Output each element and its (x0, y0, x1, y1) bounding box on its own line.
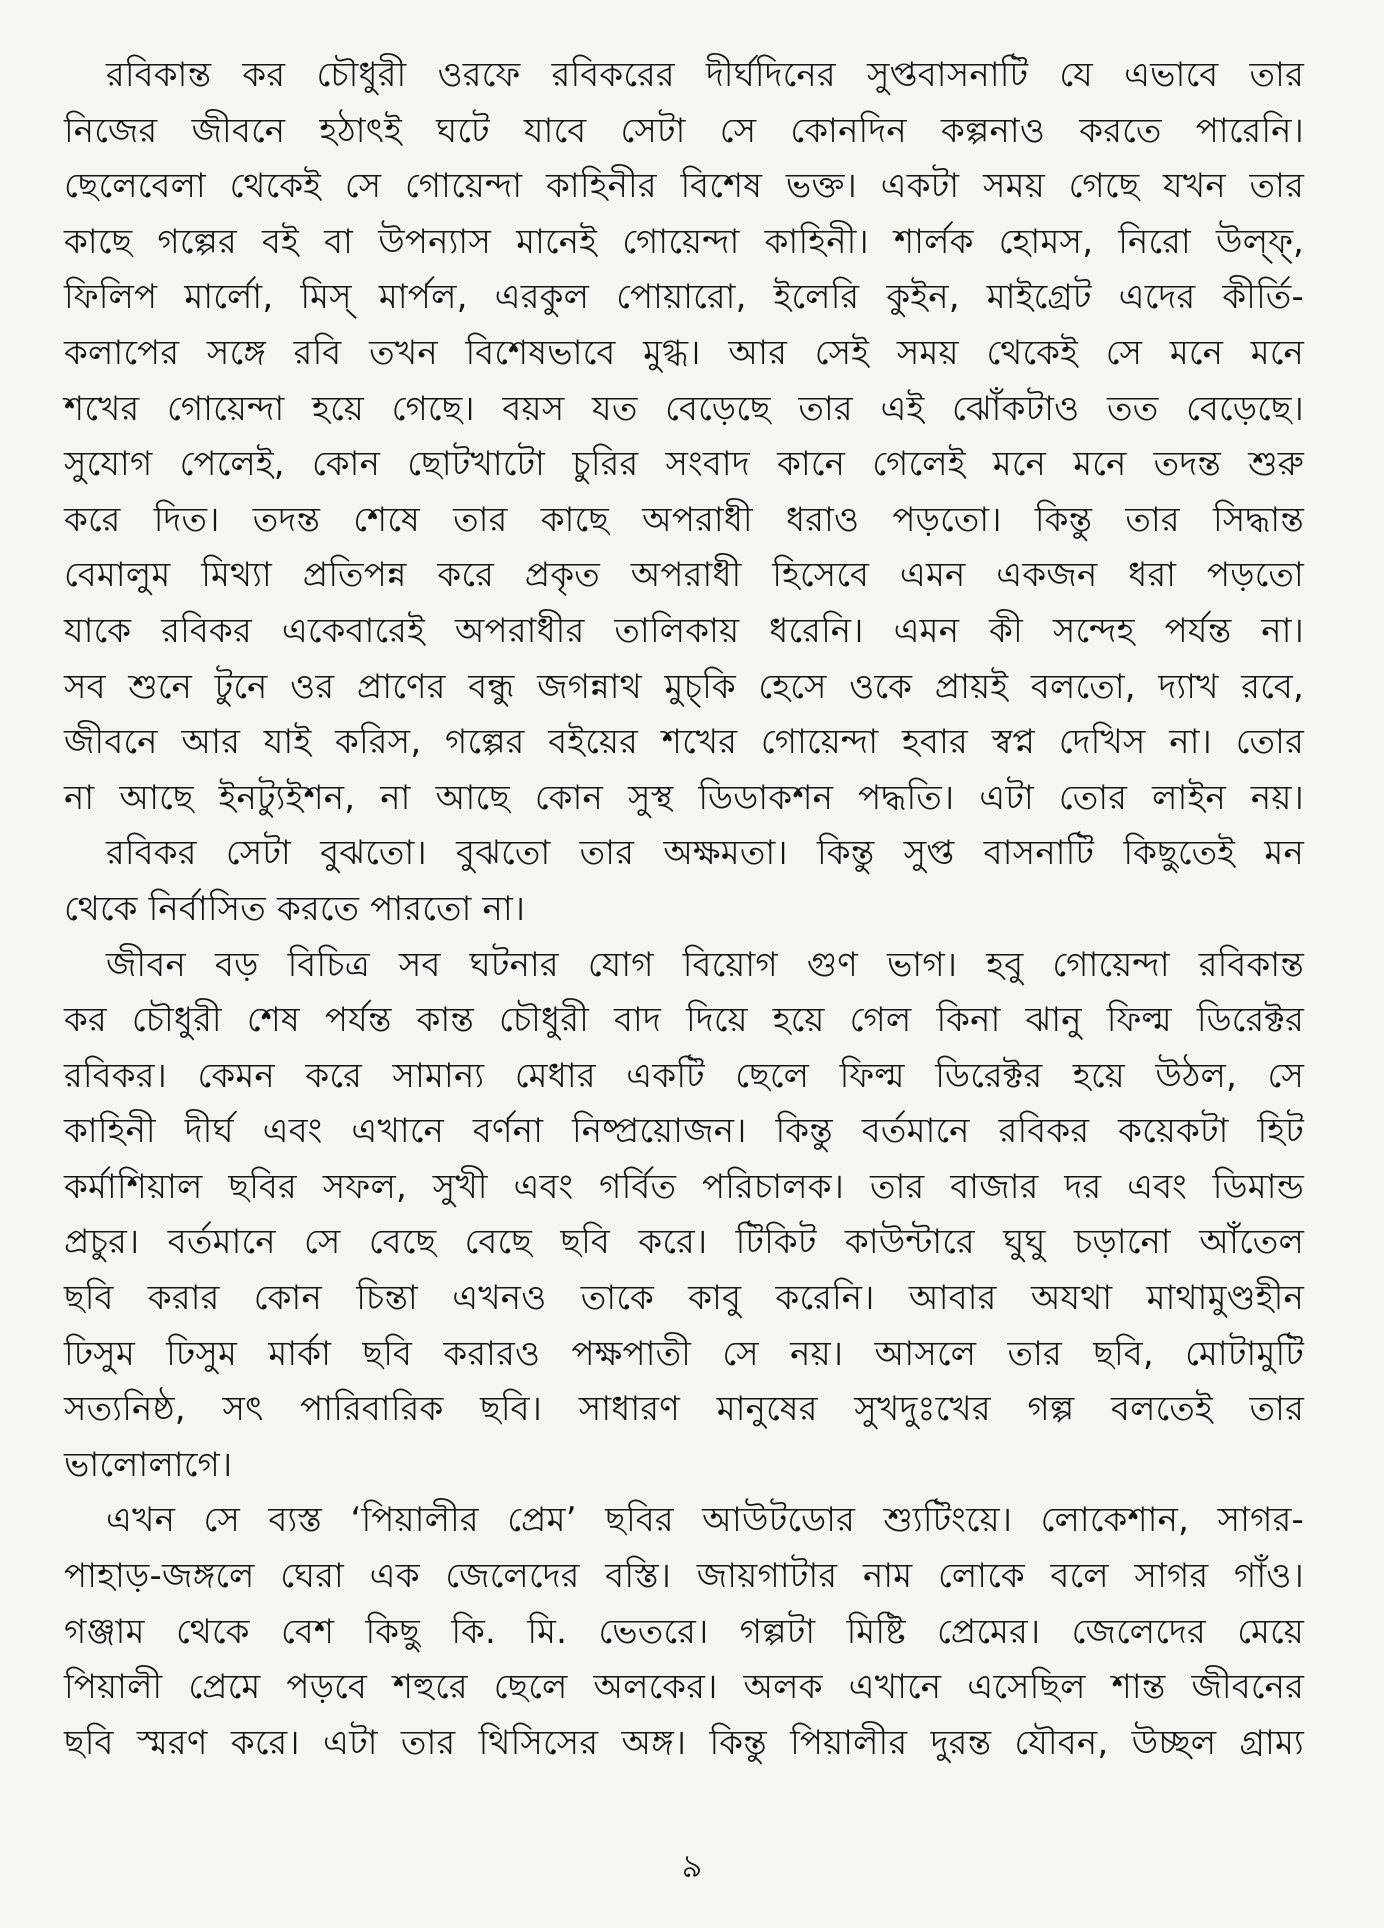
paragraph-4 (64, 1493, 1304, 1771)
text-line: পিয়ালী প্রেমে পড়বে শহুরে ছেলে অলকের। অলক এখানে এসেছিল শান্ত জীবনের (64, 1667, 1304, 1708)
text-line: না আছে ইনট্যুইশন, না আছে কোন সুস্থ ডিডাকশন পদ্ধতি। এটা তোর লাইন নয়। (64, 777, 1304, 818)
text-line: ছেলেবেলা থেকেই সে গোয়েন্দা কাহিনীর বিশেষ ভক্ত। একটা সময় গেছে যখন তার (64, 166, 1304, 207)
text-line: বেমালুম মিথ্যা প্রতিপন্ন করে প্রকৃত অপরাধী হিসেবে এমন একজন ধরা পড়তো (64, 555, 1304, 596)
text-line: থেকে নির্বাসিত করতে পারতো না। (64, 888, 526, 929)
paragraph-3 (64, 938, 1304, 1494)
text-line: ছবি স্মরণ করে। এটা তার থিসিসের অঙ্গ। কিন্তু পিয়ালীর দুরন্ত যৌবন, উচ্ছল গ্রাম্য (64, 1722, 1304, 1763)
text-line: ঢিসুম ঢিসুম মার্কা ছবি করারও পক্ষপাতী সে নয়। আসলে তার ছবি, মোটামুটি (64, 1333, 1304, 1374)
paragraph-2 (64, 826, 1304, 937)
text-line: কাহিনী দীর্ঘ এবং এখানে বর্ণনা নিষ্প্রয়োজন। কিন্তু বর্তমানে রবিকর কয়েকটা হিট (64, 1111, 1304, 1152)
text-line: জীবনে আর যাই করিস, গল্পের বইয়ের শখের গোয়েন্দা হবার স্বপ্ন দেখিস না। তোর (64, 722, 1304, 763)
paragraph-1 (64, 48, 1304, 826)
text-line: প্রচুর। বর্তমানে সে বেছে বেছে ছবি করে। টিকিট কাউন্টারে ঘুঘু চড়ানো আঁতেল (64, 1222, 1304, 1263)
text-line: রবিকর। কেমন করে সামান্য মেধার একটি ছেলে ফিল্ম ডিরেক্টর হয়ে উঠল, সে (64, 1055, 1304, 1096)
text-line: কর চৌধুরী শেষ পর্যন্ত কান্ত চৌধুরী বাদ দিয়ে হয়ে গেল কিনা ঝানু ফিল্ম ডিরেক্টর (64, 1000, 1304, 1041)
text-line: ভালোলাগে। (64, 1444, 233, 1485)
text-line: সুযোগ পেলেই, কোন ছোটখাটো চুরির সংবাদ কানে গেলেই মনে মনে তদন্ত শুরু (64, 444, 1304, 485)
text-line: পাহাড়-জঙ্গলে ঘেরা এক জেলেদের বস্তি। জায়গাটার নাম লোকে বলে সাগর গাঁও। (64, 1556, 1304, 1597)
text-line: কর্মাশিয়াল ছবির সফল, সুখী এবং গর্বিত পরিচালক। তার বাজার দর এবং ডিমান্ড (64, 1166, 1304, 1207)
text-line: করে দিত। তদন্ত শেষে তার কাছে অপরাধী ধরাও পড়তো। কিন্তু তার সিদ্ধান্ত (64, 499, 1304, 540)
text-line: কলাপের সঙ্গে রবি তখন বিশেষভাবে মুগ্ধ। আর সেই সময় থেকেই সে মনে মনে (64, 332, 1304, 373)
text-line: যাকে রবিকর একেবারেই অপরাধীর তালিকায় ধরেনি। এমন কী সন্দেহ পর্যন্ত না। (64, 610, 1304, 651)
text-line: শখের গোয়েন্দা হয়ে গেছে। বয়স যত বেড়েছে তার এই ঝোঁকটাও তত বেড়েছে। (64, 388, 1304, 429)
text-line: গঞ্জাম থেকে বেশ কিছু কি. মি. ভেতরে। গল্পটা মিষ্টি প্রেমের। জেলেদের মেয়ে (64, 1611, 1304, 1652)
text-line: সব শুনে টুনে ওর প্রাণের বন্ধু জগন্নাথ মুচ্‌কি হেসে ওকে প্রায়ই বলতো, দ্যাখ রবে, (64, 666, 1304, 707)
text-line: ছবি করার কোন চিন্তা এখনও তাকে কাবু করেনি। আবার অযথা মাথামুণ্ডহীন (64, 1278, 1304, 1319)
text-line: কাছে গল্পের বই বা উপন্যাস মানেই গোয়েন্দা কাহিনী। শার্লক হোমস, নিরো উল্ফ্, (64, 221, 1304, 262)
text-line: ফিলিপ মার্লো, মিস্ মার্পল, এরকুল পোয়ারো, ইলেরি কুইন, মাইগ্রেট এদের কীর্তি- (64, 277, 1304, 318)
page-number: ৯ (681, 1847, 703, 1885)
text-line: এখন সে ব্যস্ত ‘পিয়ালীর প্রেম’ ছবির আউটডোর শ্যুটিংয়ে। লোকেশান, সাগর- (106, 1500, 1304, 1541)
text-line: রবিকর সেটা বুঝতো। বুঝতো তার অক্ষমতা। কিন্তু সুপ্ত বাসনাটি কিছুতেই মন (106, 833, 1304, 874)
text-line: সত্যনিষ্ঠ, সৎ পারিবারিক ছবি। সাধারণ মানুষের সুখদুঃখের গল্প বলতেই তার (64, 1389, 1304, 1430)
text-line: জীবন বড় বিচিত্র সব ঘটনার যোগ বিয়োগ গুণ ভাগ। হবু গোয়েন্দা রবিকান্ত (106, 944, 1304, 985)
text-line: নিজের জীবনে হঠাৎই ঘটে যাবে সেটা সে কোনদিন কল্পনাও করতে পারেনি। (64, 110, 1304, 151)
story-text (64, 48, 1304, 1771)
text-line: রবিকান্ত কর চৌধুরী ওরফে রবিকরের দীর্ঘদিনের সুপ্তবাসনাটি যে এভাবে তার (106, 55, 1304, 95)
